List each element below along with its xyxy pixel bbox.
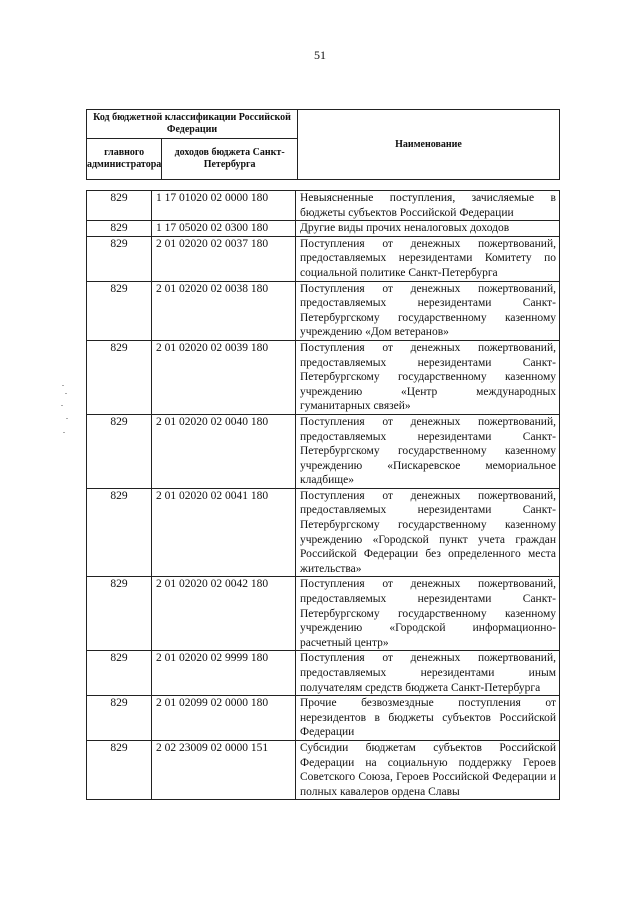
income-code: 2 01 02020 02 0038 180 [152, 281, 296, 340]
income-name: Поступления от денежных пожертвований, предоставляемых нерезидентами Санкт-Петербургскому государственному казенному учреждению «Центр международных гуманитарных связей» [296, 340, 560, 414]
income-code: 1 17 01020 02 0000 180 [152, 191, 296, 221]
income-code: 2 01 02020 02 0041 180 [152, 488, 296, 577]
admin-code: 829 [87, 281, 152, 340]
page-number: 51 [314, 48, 326, 62]
income-name: Невыясненные поступления, зачисляемые в бюджеты субъектов Российской Федерации [296, 191, 560, 221]
income-code: 2 02 23009 02 0000 151 [152, 740, 296, 799]
income-code: 2 01 02020 02 9999 180 [152, 651, 296, 696]
admin-code: 829 [87, 191, 152, 221]
table-row [87, 281, 560, 340]
income-name: Поступления от денежных пожертвований, предоставляемых нерезидентами Санкт-Петербургскому государственному казенному учреждению «Городской пункт учета граждан Российской Федерации без определенного места жительства» [296, 488, 560, 577]
table-row [87, 414, 560, 488]
header-group-title: Код бюджетной классификации Российской Федерации [87, 110, 298, 139]
admin-code: 829 [87, 651, 152, 696]
income-name: Поступления от денежных пожертвований, предоставляемых нерезидентами Комитету по социальной политике Санкт-Петербурга [296, 236, 560, 281]
admin-code: 829 [87, 414, 152, 488]
income-code: 2 01 02020 02 0042 180 [152, 577, 296, 651]
income-code: 2 01 02020 02 0039 180 [152, 340, 296, 414]
header-col-admin: главного администратора [87, 139, 162, 180]
header-col-name: Наименование [298, 110, 560, 180]
table-row [87, 340, 560, 414]
admin-code: 829 [87, 236, 152, 281]
income-code: 1 17 05020 02 0300 180 [152, 221, 296, 237]
income-table [86, 190, 560, 800]
table-row [87, 221, 560, 237]
income-name: Прочие безвозмездные поступления от нерезидентов в бюджеты субъектов Российской Федерации [296, 696, 560, 741]
income-code: 2 01 02020 02 0040 180 [152, 414, 296, 488]
admin-code: 829 [87, 740, 152, 799]
admin-code: 829 [87, 340, 152, 414]
income-code: 2 01 02099 02 0000 180 [152, 696, 296, 741]
table-row [87, 740, 560, 799]
table-row [87, 696, 560, 741]
admin-code: 829 [87, 696, 152, 741]
scan-artifacts [60, 385, 72, 445]
table-row [87, 236, 560, 281]
admin-code: 829 [87, 221, 152, 237]
income-name: Поступления от денежных пожертвований, предоставляемых нерезидентами Санкт-Петербургскому государственному казенному учреждению «Дом ветеранов» [296, 281, 560, 340]
table-row [87, 651, 560, 696]
table-row [87, 191, 560, 221]
income-code: 2 01 02020 02 0037 180 [152, 236, 296, 281]
income-name: Поступления от денежных пожертвований, предоставляемых нерезидентами Санкт-Петербургскому государственному казенному учреждению «Городской информационно-расчетный центр» [296, 577, 560, 651]
income-name: Поступления от денежных пожертвований, предоставляемых нерезидентами Санкт-Петербургскому государственному казенному учреждению «Пискаревское мемориальное кладбище» [296, 414, 560, 488]
income-name: Другие виды прочих неналоговых доходов [296, 221, 560, 237]
table-header [86, 109, 560, 180]
admin-code: 829 [87, 577, 152, 651]
header-col-income: доходов бюджета Санкт-Петербурга [162, 139, 298, 180]
income-name: Субсидии бюджетам субъектов Российской Федерации на социальную поддержку Героев Советского Союза, Героев Российской Федерации и полных кавалеров ордена Славы [296, 740, 560, 799]
income-name: Поступления от денежных пожертвований, предоставляемых нерезидентами иным получателям средств бюджета Санкт-Петербурга [296, 651, 560, 696]
table-row [87, 488, 560, 577]
admin-code: 829 [87, 488, 152, 577]
table-row [87, 577, 560, 651]
